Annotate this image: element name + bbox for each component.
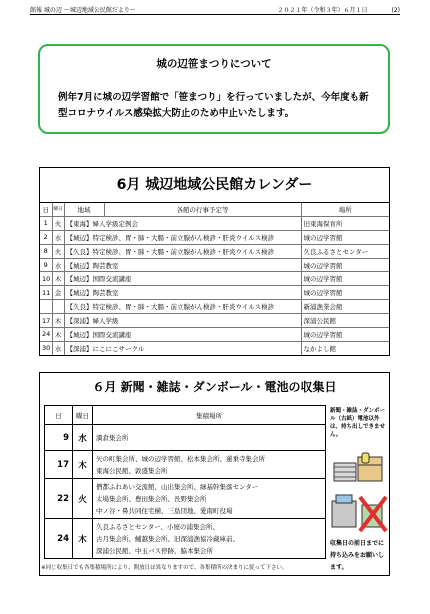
calendar-title: 6月 城辺地域公民館カレンダー xyxy=(40,168,389,203)
col-place-line: 深浦公民館、中玉バス停跡、脇本集会所 xyxy=(96,546,213,555)
cal-place: 久良ふるさとセンター xyxy=(301,244,389,258)
col-places xyxy=(93,479,326,519)
cal-day: 10 xyxy=(40,272,52,286)
cal-weekday xyxy=(52,300,64,314)
col-place-line: 矢の町集会所、城の辺学習館、松本集会所、蓮乗寺集会所 xyxy=(96,454,265,463)
col-day: 24 xyxy=(45,519,73,559)
festival-notice xyxy=(38,44,390,134)
collection-side-panel xyxy=(330,405,388,571)
cal-place: 城の辺学習館 xyxy=(301,230,389,244)
cal-weekday: 水 xyxy=(52,230,64,244)
col-place-line: 僧都ふれあい交流館、山出集会所、緑基幹集落センター xyxy=(96,482,259,491)
col-places xyxy=(93,425,326,451)
newsletter-title: 館報 城の辺 〜城辺地域公民館だより〜 xyxy=(30,7,136,14)
cal-weekday: 木 xyxy=(52,328,64,342)
notice-title: 城の辺笹まつりについて xyxy=(156,58,272,70)
collection-row xyxy=(45,451,326,479)
cal-event: 【城辺】陶芸教室 xyxy=(64,286,301,300)
calendar-row xyxy=(40,328,389,342)
cal-place: 城の辺学習館 xyxy=(301,286,389,300)
collection-row xyxy=(45,425,326,451)
cal-weekday: 火 xyxy=(52,216,64,230)
cal-event: 【久良】特定検診、胃・肺・大腸・前立腺がん検診・肝炎ウイルス検診 xyxy=(64,244,301,258)
dropoff-deadline-note: 収集日の前日までに持ち込みをお願いします。 xyxy=(330,540,385,571)
col-places xyxy=(93,519,326,559)
cal-event: 【久良】特定検診、胃・肺・大腸・前立腺がん検診・肝炎ウイルス検診 xyxy=(64,300,301,314)
cal-day: 9 xyxy=(40,258,52,272)
cal-event: 【深浦】婦人学級 xyxy=(64,314,301,328)
cal-day: 2 xyxy=(40,230,52,244)
col-day: 22 xyxy=(45,479,73,519)
cal-event: 【深浦】にこにこサークル xyxy=(64,341,301,354)
col-place-line: 東海公民館、敦盛集会所 xyxy=(96,466,168,475)
calendar-header-row xyxy=(40,203,389,216)
cal-weekday: 金 xyxy=(52,286,64,300)
cal-event: 【城辺】国際交流講座 xyxy=(64,328,301,342)
cal-event: 【東海】婦人学級定例会 xyxy=(64,216,301,230)
collection-table xyxy=(44,405,326,559)
calendar-row xyxy=(40,230,389,244)
issue-date: ２０２１年（令和３年）６月１日 (2) xyxy=(277,7,400,14)
cal-event: 【城辺】国際交流講座 xyxy=(64,272,301,286)
col-place-line: 中ノ谷・鼻共同住宅横、三島団地、愛南町役場 xyxy=(96,506,233,515)
col-weekday: 水 xyxy=(73,425,93,451)
cal-day xyxy=(40,300,52,314)
calendar-row xyxy=(40,272,389,286)
cal-event: 【城辺】陶芸教室 xyxy=(64,258,301,272)
cal-place: 城の辺学習館 xyxy=(301,328,389,342)
cal-weekday: 火 xyxy=(52,244,64,258)
cal-place: 新浦漁業会館 xyxy=(301,300,389,314)
cal-weekday: 水 xyxy=(52,341,64,354)
cal-weekday: 木 xyxy=(52,314,64,328)
calendar-row xyxy=(40,341,389,354)
cal-weekday: 木 xyxy=(52,272,64,286)
header-day: 日 xyxy=(45,406,73,425)
header-place: 場所 xyxy=(301,203,389,216)
col-place-line: 満倉集会所 xyxy=(96,433,129,442)
calendar-table xyxy=(40,203,389,355)
newspaper-bundle-icon xyxy=(332,451,386,485)
collection-header-row xyxy=(45,406,326,425)
calendar-row xyxy=(40,258,389,272)
cal-day: 17 xyxy=(40,314,52,328)
prohibited-items-icon xyxy=(330,491,388,535)
header-location: 集積場所 xyxy=(93,406,326,425)
header-area: 地域 xyxy=(64,203,104,216)
calendar-row xyxy=(40,216,389,230)
cal-place: 深浦公民館 xyxy=(301,314,389,328)
cal-event: 【城辺】特定検診、胃・肺・大腸・前立腺がん検診・肝炎ウイルス検診 xyxy=(64,230,301,244)
collection-footnote: ※同じ収集日でも各集積場所により、開放日は異なりますので、各集積所の決まりに従って下さい。 xyxy=(41,565,288,571)
cal-place: 城の辺学習館 xyxy=(301,272,389,286)
cal-place: なかよし館 xyxy=(303,344,336,353)
col-place-line: 久良ふるさとセンター、小屋の浦集会所、 xyxy=(96,522,219,531)
collection-title: ６月 新聞・雑誌・ダンボール・電池の収集日 xyxy=(92,380,337,394)
header-weekday: 曜日 xyxy=(73,406,93,425)
col-weekday: 木 xyxy=(73,519,93,559)
collection-row xyxy=(45,479,326,519)
col-weekday: 火 xyxy=(73,479,93,519)
cal-day: 11 xyxy=(40,286,52,300)
cal-day: 24 xyxy=(40,328,52,342)
notice-body: 例年7月に城の辺学習館で「笹まつり」を行っていましたが、今年度も新型コロナウイルス感染拡大防止のため中止いたします。 xyxy=(58,92,369,119)
header-divider xyxy=(30,14,400,15)
col-weekday: 木 xyxy=(73,451,93,479)
cal-weekday: 水 xyxy=(52,258,64,272)
calendar-row xyxy=(40,286,389,300)
col-day: 17 xyxy=(45,451,73,479)
cal-day: 30 xyxy=(40,341,52,354)
community-calendar xyxy=(39,167,390,356)
cal-day: 8 xyxy=(40,244,52,258)
header-event: 各館の行事予定等 xyxy=(104,203,301,216)
col-places xyxy=(93,451,326,479)
calendar-row xyxy=(40,244,389,258)
col-place-line: 太場集会所、豊田集会所、長野集会所 xyxy=(96,494,207,503)
cal-day: 1 xyxy=(40,216,52,230)
calendar-row xyxy=(40,314,389,328)
header-weekday: 曜日 xyxy=(52,203,64,216)
col-day: 9 xyxy=(45,425,73,451)
cal-place: 旧東海保育所 xyxy=(301,216,389,230)
col-place-line: 古月集会所、鯆越集会所、旧深浦漁協冷蔵庫前、 xyxy=(96,534,239,543)
cal-place: 城の辺学習館 xyxy=(301,258,389,272)
collection-row xyxy=(45,519,326,559)
recycling-collection xyxy=(39,372,390,576)
header-day: 日 xyxy=(40,203,52,216)
calendar-row xyxy=(40,300,389,314)
acceptable-items-note: 新聞・雑誌・ダンボール（古紙）電池以外は、持ち出しできません。 xyxy=(330,408,386,438)
